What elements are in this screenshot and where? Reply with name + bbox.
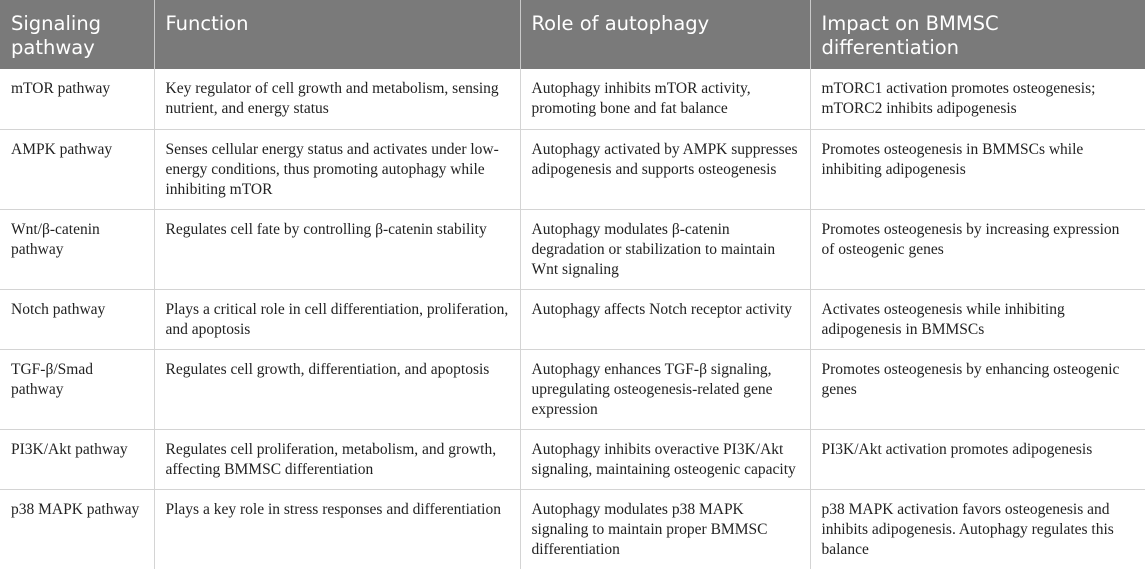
- autophagy-role-cell: Autophagy inhibits overactive PI3K/Akt signaling, maintaining osteogenic capacity: [520, 429, 810, 489]
- header-row: [0, 0, 1145, 69]
- autophagy-role-cell: Autophagy activated by AMPK suppresses adipogenesis and supports osteogenesis: [520, 129, 810, 209]
- autophagy-role-cell: Autophagy enhances TGF-β signaling, upregulating osteogenesis-related gene expression: [520, 349, 810, 429]
- autophagy-role-cell: Autophagy modulates β-catenin degradation or stabilization to maintain Wnt signaling: [520, 209, 810, 289]
- function-cell: Key regulator of cell growth and metabolism, sensing nutrient, and energy status: [154, 69, 520, 129]
- impact-cell: p38 MAPK activation favors osteogenesis and inhibits adipogenesis. Autophagy regulates this balance: [821, 500, 1114, 558]
- pathway-cell: Notch pathway: [0, 289, 154, 349]
- autophagy-role-cell: Autophagy inhibits mTOR activity, promoting bone and fat balance: [520, 69, 810, 129]
- pathway-cell: Wnt/β-catenin pathway: [0, 209, 154, 289]
- table-row: [0, 289, 1145, 349]
- pathway-cell: p38 MAPK pathway: [0, 489, 154, 569]
- table-row: [0, 349, 1145, 429]
- header-role-of-autophagy: Role of autophagy: [520, 0, 810, 69]
- impact-cell: PI3K/Akt activation promotes adipogenesis: [810, 429, 1145, 489]
- table-row: [0, 69, 1145, 129]
- impact-cell: Promotes osteogenesis by increasing expression of osteogenic genes: [810, 209, 1145, 289]
- function-cell: Regulates cell fate by controlling β-catenin stability: [154, 209, 520, 289]
- pathway-cell: PI3K/Akt pathway: [0, 429, 154, 489]
- function-cell: Senses cellular energy status and activates under low-energy conditions, thus promoting autophagy while inhibiting mTOR: [154, 129, 520, 209]
- impact-cell: Activates osteogenesis while inhibiting adipogenesis in BMMSCs: [810, 289, 1145, 349]
- autophagy-role-cell: Autophagy affects Notch receptor activity: [520, 289, 810, 349]
- autophagy-role-cell: Autophagy modulates p38 MAPK signaling to maintain proper BMMSC differentiation: [520, 489, 810, 569]
- impact-cell: mTORC1 activation promotes osteogenesis; mTORC2 inhibits adipogenesis: [810, 69, 1145, 129]
- table-row: [0, 129, 1145, 209]
- table-row: [0, 489, 1145, 569]
- function-cell: Regulates cell growth, differentiation, and apoptosis: [154, 349, 520, 429]
- function-cell: Regulates cell proliferation, metabolism, and growth, affecting BMMSC differentiation: [154, 429, 520, 489]
- header-function: Function: [154, 0, 520, 69]
- header-impact-on-bmmsc: Impact on BMMSC differentiation: [810, 0, 1145, 69]
- function-cell: Plays a critical role in cell differentiation, proliferation, and apoptosis: [154, 289, 520, 349]
- header-signaling-pathway: Signaling pathway: [0, 0, 154, 69]
- function-cell: Plays a key role in stress responses and differentiation: [154, 489, 520, 569]
- impact-cell: Promotes osteogenesis by enhancing osteogenic genes: [810, 349, 1145, 429]
- pathway-cell: mTOR pathway: [0, 69, 154, 129]
- table-row: [0, 209, 1145, 289]
- impact-cell: Promotes osteogenesis in BMMSCs while inhibiting adipogenesis: [810, 129, 1145, 209]
- pathway-cell: AMPK pathway: [0, 129, 154, 209]
- pathway-cell: TGF-β/Smad pathway: [0, 349, 154, 429]
- table-row: [0, 429, 1145, 489]
